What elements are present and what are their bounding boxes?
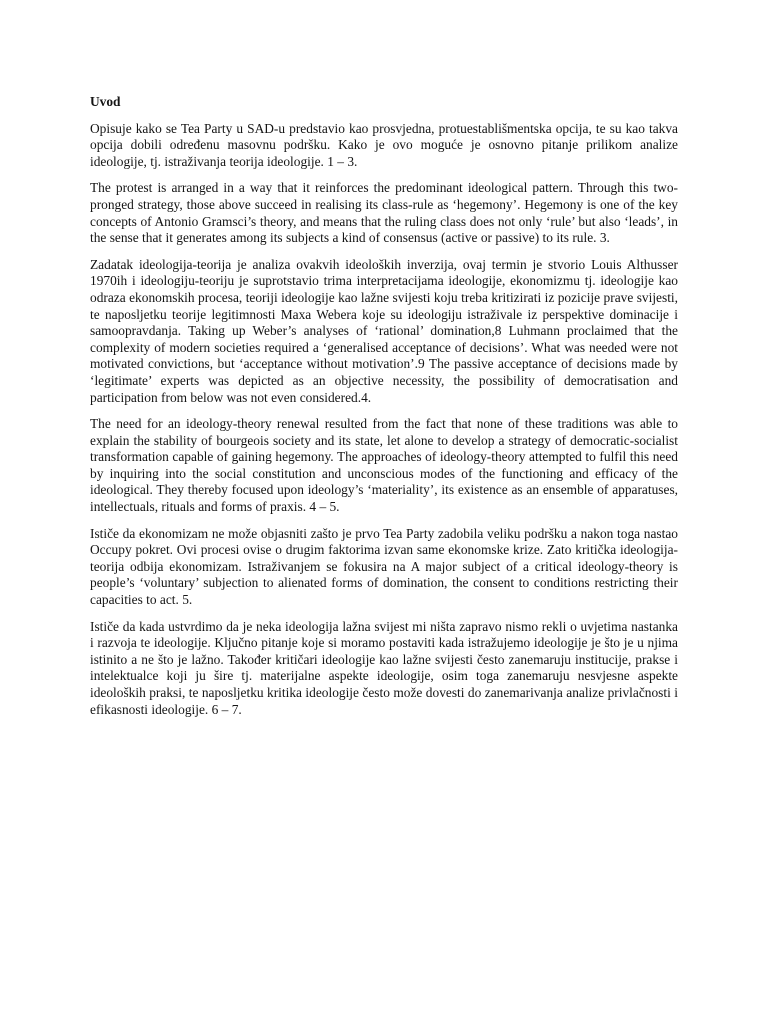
paragraph-6: Ističe da kada ustvrdimo da je neka ideologija lažna svijest mi ništa zapravo nismo rekli o uvjetima nastanka i razvoja te ideologije. Ključno pitanje koje si moramo postaviti kada istražujemo ideologije je što je u njima istinito a ne što je lažno. Također kritičari ideologije kao lažne svijesti često zanemaruju institucije, prakse i intelektualce koji ju šire tj. materijalne aspekte ideologije, osim toga zanemaruju nesvjesne aspekte ideoloških praksi, te naposljetku kritika ideologije često može dovesti do zanemarivanja analize privlačnosti i efikasnosti ideologije. 6 – 7. <box>90 618 678 717</box>
paragraph-2: The protest is arranged in a way that it reinforces the predominant ideological pattern. Through this two-pronged strategy, those above succeed in realising its class-rule as ‘hegemony’. Hegemony is one of the key concepts of Antonio Gramsci’s theory, and means that the ruling class does not only ‘rule’ but also ‘leads’, in the sense that it generates among its subjects a kind of consensus (active or passive) to its rule. 3. <box>90 180 678 246</box>
paragraph-4: The need for an ideology-theory renewal resulted from the fact that none of these traditions was able to explain the stability of bourgeois society and its state, let alone to develop a strategy of democratic-socialist transformation capable of gaining hegemony. The approaches of ideology-theory attempted to fulfil this need by inquiring into the social constitution and unconscious modes of the functioning and efficacy of the ideological. They thereby focused upon ideology’s ‘materiality’, its existence as an ensemble of apparatuses, intellectuals, rituals and forms of praxis. 4 – 5. <box>90 416 678 515</box>
paragraph-3: Zadatak ideologija-teorija je analiza ovakvih ideoloških inverzija, ovaj termin je stvorio Louis Althusser 1970ih i ideologiju-teoriju je suprotstavio trima interpretacijama ideologije, ekonomizmu tj. ideologije kao odraza ekonomskih procesa, teoriji ideologije kao lažne svijesti koju treba kritizirati iz pozicije prave svijesti, te naposljetku teorije legitimnosti Maxa Webera koje su ideologiju istraživale iz perspektive dominacije i samoopravdanja. Taking up Weber’s analyses of ‘rational’ domination,8 Luhmann proclaimed that the complexity of modern societies required a ‘generalised acceptance of decisions’. What was needed were not motivated convictions, but ‘acceptance without motivation’.9 The passive acceptance of decisions made by ‘legitimate’ experts was depicted as an objective necessity, the possibility of democratisation and participation from below was not even considered.4. <box>90 256 678 405</box>
section-heading: Uvod <box>90 94 121 109</box>
paragraph-1: Opisuje kako se Tea Party u SAD-u predstavio kao prosvjedna, protuestablišmentska opcija, te su kao takva opcija dobili određenu masovnu podršku. Kako je ovo moguće je osnovno pitanje prilikom analize ideologije, tj. istraživanja teorija ideologije. 1 – 3. <box>90 120 678 169</box>
paragraph-5: Ističe da ekonomizam ne može objasniti zašto je prvo Tea Party zadobila veliku podršku a nakon toga nastao Occupy pokret. Ovi procesi ovise o drugim faktorima izvan same ekonomske krize. Zato kritička ideologija-teorija odbija ekonomizam. Istraživanjem se fokusira na A major subject of a critical ideology-theory is people’s ‘voluntary’ subjection to alienated forms of domination, the consent to conditions restricting their capacities to act. 5. <box>90 525 678 608</box>
document-page <box>90 94 678 728</box>
